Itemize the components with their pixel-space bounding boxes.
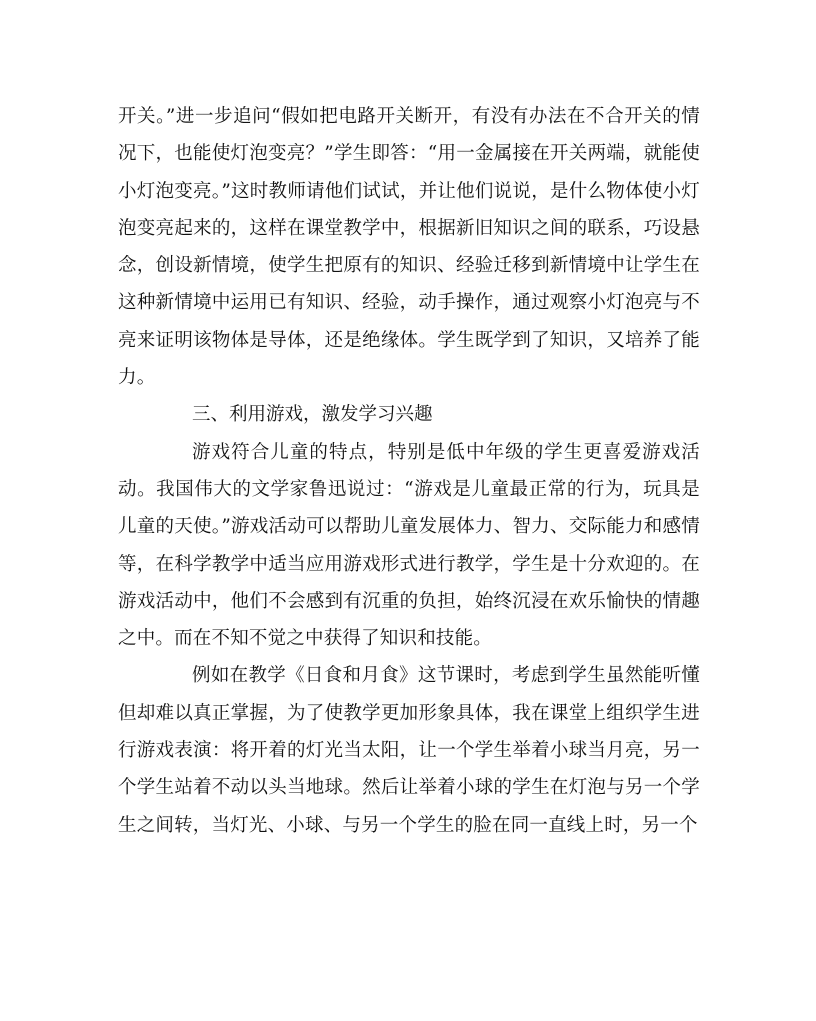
paragraph-eclipse-example: 例如在教学《日食和月食》这节课时，考虑到学生虽然能听懂但却难以真正掌握，为了使教学更加形象具体，我在课堂上组织学生进行游戏表演：将开着的灯光当太阳，让一个学生举着小球当月亮，另一个学生站着不动以头当地球。然后让举着小球的学生在灯泡与另一个学生之间转，当灯光、小球、与另一个学生的脸在同一直线上时，另一个: [118, 665, 700, 836]
document-page: [118, 98, 700, 844]
paragraph-games-interest: 游戏符合儿童的特点，特别是低中年级的学生更喜爱游戏活动。我国伟大的文学家鲁迅说过：“游戏是儿童最正常的行为，玩具是儿童的天使。”游戏活动可以帮助儿童发展体力、智力、交际能力和感情等，在科学教学中适当应用游戏形式进行教学，学生是十分欢迎的。在游戏活动中，他们不会感到有沉重的负担，始终沉浸在欢乐愉快的情趣之中。而在不知不觉之中获得了知识和技能。: [118, 441, 700, 650]
section-heading-games: 三、利用游戏，激发学习兴趣: [192, 404, 433, 426]
paragraph-circuit-experiment: 开关。”进一步追问“假如把电路开关断开，有没有办法在不合开关的情况下，也能使灯泡变亮？”学生即答：“用一金属接在开关两端，就能使小灯泡变亮。”这时教师请他们试试，并让他们说说，是什么物体使小灯泡变亮起来的，这样在课堂教学中，根据新旧知识之间的联系，巧设悬念，创设新情境，使学生把原有的知识、经验迁移到新情境中让学生在这种新情境中运用已有知识、经验，动手操作，通过观察小灯泡亮与不亮来证明该物体是导体，还是绝缘体。学生既学到了知识，又培养了能力。: [118, 106, 700, 389]
